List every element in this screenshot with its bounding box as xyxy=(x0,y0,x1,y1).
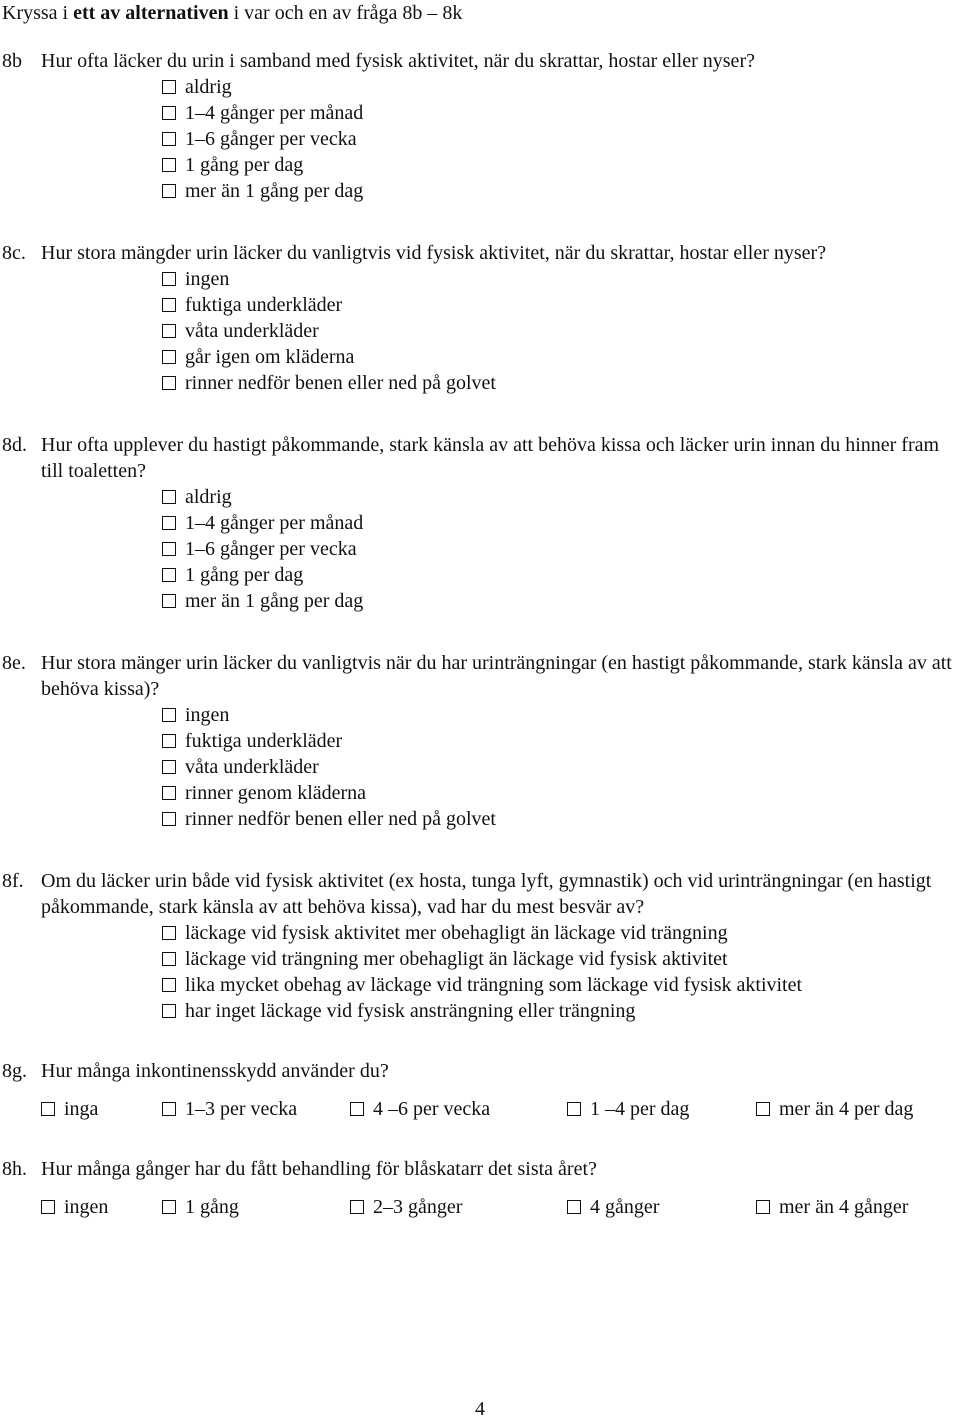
checkbox[interactable] xyxy=(41,1200,55,1214)
checkbox[interactable] xyxy=(162,516,176,530)
option-8e-4[interactable]: rinner genom kläderna xyxy=(162,780,366,806)
option-8c-4[interactable]: går igen om kläderna xyxy=(162,344,354,370)
checkbox[interactable] xyxy=(162,568,176,582)
checkbox[interactable] xyxy=(756,1102,770,1116)
question-number-8h: 8h. xyxy=(2,1158,27,1180)
option-8d-1[interactable]: aldrig xyxy=(162,484,232,510)
checkbox[interactable] xyxy=(162,350,176,364)
checkbox[interactable] xyxy=(162,786,176,800)
checkbox[interactable] xyxy=(162,158,176,172)
option-8e-3[interactable]: våta underkläder xyxy=(162,754,319,780)
checkbox[interactable] xyxy=(350,1102,364,1116)
question-number-8d: 8d. xyxy=(2,434,27,456)
option-8f-2[interactable]: läckage vid trängning mer obehagligt än läckage vid fysisk aktivitet xyxy=(162,946,728,972)
option-8c-3[interactable]: våta underkläder xyxy=(162,318,319,344)
question-text-8d: Hur ofta upplever du hastigt påkommande, stark känsla av att behöva kissa och läcker urin innan du hinner fram till toaletten? xyxy=(41,434,940,482)
option-8e-2[interactable]: fuktiga underkläder xyxy=(162,728,342,754)
question-text-8g: Hur många inkontinensskydd använder du? xyxy=(41,1060,389,1082)
option-8f-4[interactable]: har inget läckage vid fysisk ansträngning eller trängning xyxy=(162,998,635,1024)
checkbox[interactable] xyxy=(41,1102,55,1116)
option-8b-3[interactable]: 1–6 gånger per vecka xyxy=(162,126,357,152)
option-8b-2[interactable]: 1–4 gånger per månad xyxy=(162,100,363,126)
checkbox[interactable] xyxy=(162,760,176,774)
checkbox[interactable] xyxy=(162,298,176,312)
checkbox[interactable] xyxy=(162,272,176,286)
question-number-8f: 8f. xyxy=(2,870,24,892)
checkbox[interactable] xyxy=(162,708,176,722)
checkbox[interactable] xyxy=(162,490,176,504)
checkbox[interactable] xyxy=(162,324,176,338)
checkbox[interactable] xyxy=(162,926,176,940)
checkbox[interactable] xyxy=(162,1200,176,1214)
question-number-8e: 8e. xyxy=(2,652,26,674)
checkbox[interactable] xyxy=(162,812,176,826)
option-8g-3[interactable]: 4 –6 per vecka xyxy=(350,1096,490,1122)
checkbox[interactable] xyxy=(350,1200,364,1214)
checkbox[interactable] xyxy=(756,1200,770,1214)
option-8h-1[interactable]: ingen xyxy=(41,1194,108,1220)
checkbox[interactable] xyxy=(162,132,176,146)
option-8h-3[interactable]: 2–3 gånger xyxy=(350,1194,462,1220)
option-8h-5[interactable]: mer än 4 gånger xyxy=(756,1194,908,1220)
option-8f-3[interactable]: lika mycket obehag av läckage vid trängning som läckage vid fysisk aktivitet xyxy=(162,972,802,998)
option-8c-1[interactable]: ingen xyxy=(162,266,229,292)
option-8g-5[interactable]: mer än 4 per dag xyxy=(756,1096,913,1122)
checkbox[interactable] xyxy=(162,1004,176,1018)
option-8g-2[interactable]: 1–3 per vecka xyxy=(162,1096,297,1122)
option-8g-4[interactable]: 1 –4 per dag xyxy=(567,1096,689,1122)
option-8h-4[interactable]: 4 gånger xyxy=(567,1194,659,1220)
option-8f-1[interactable]: läckage vid fysisk aktivitet mer obehagligt än läckage vid trängning xyxy=(162,920,728,946)
option-8e-5[interactable]: rinner nedför benen eller ned på golvet xyxy=(162,806,496,832)
page-number: 4 xyxy=(475,1398,485,1420)
checkbox[interactable] xyxy=(162,952,176,966)
option-8b-4[interactable]: 1 gång per dag xyxy=(162,152,303,178)
option-8d-3[interactable]: 1–6 gånger per vecka xyxy=(162,536,357,562)
question-text-8f: Om du läcker urin både vid fysisk aktivitet (ex hosta, tunga lyft, gymnastik) och vid urinträngningar (en hastigt påkommande, stark känsla av att behöva kissa), vad har du mest besvär av? xyxy=(41,870,932,918)
checkbox[interactable] xyxy=(567,1200,581,1214)
instruction-text: Kryssa i ett av alternativen i var och en av fråga 8b – 8k xyxy=(2,2,463,24)
option-8d-5[interactable]: mer än 1 gång per dag xyxy=(162,588,363,614)
option-8e-1[interactable]: ingen xyxy=(162,702,229,728)
option-8b-1[interactable]: aldrig xyxy=(162,74,232,100)
question-text-8b: Hur ofta läcker du urin i samband med fysisk aktivitet, när du skrattar, hostar eller nyser? xyxy=(41,50,755,72)
question-text-8c: Hur stora mängder urin läcker du vanligtvis vid fysisk aktivitet, när du skrattar, hostar eller nyser? xyxy=(41,242,827,264)
option-8d-4[interactable]: 1 gång per dag xyxy=(162,562,303,588)
checkbox[interactable] xyxy=(162,978,176,992)
option-8c-5[interactable]: rinner nedför benen eller ned på golvet xyxy=(162,370,496,396)
option-8d-2[interactable]: 1–4 gånger per månad xyxy=(162,510,363,536)
question-text-8h: Hur många gånger har du fått behandling för blåskatarr det sista året? xyxy=(41,1158,597,1180)
checkbox[interactable] xyxy=(162,80,176,94)
checkbox[interactable] xyxy=(162,184,176,198)
question-number-8b: 8b xyxy=(2,50,22,72)
question-number-8c: 8c. xyxy=(2,242,26,264)
option-8b-5[interactable]: mer än 1 gång per dag xyxy=(162,178,363,204)
option-8h-2[interactable]: 1 gång xyxy=(162,1194,239,1220)
question-text-8e: Hur stora mänger urin läcker du vanligtvis när du har urinträngningar (en hastigt påkommande, stark känsla av att behöva kissa)? xyxy=(41,652,952,700)
option-8g-1[interactable]: inga xyxy=(41,1096,98,1122)
question-number-8g: 8g. xyxy=(2,1060,27,1082)
checkbox[interactable] xyxy=(162,542,176,556)
checkbox[interactable] xyxy=(162,594,176,608)
checkbox[interactable] xyxy=(162,1102,176,1116)
option-8c-2[interactable]: fuktiga underkläder xyxy=(162,292,342,318)
checkbox[interactable] xyxy=(162,376,176,390)
checkbox[interactable] xyxy=(162,106,176,120)
checkbox[interactable] xyxy=(162,734,176,748)
checkbox[interactable] xyxy=(567,1102,581,1116)
